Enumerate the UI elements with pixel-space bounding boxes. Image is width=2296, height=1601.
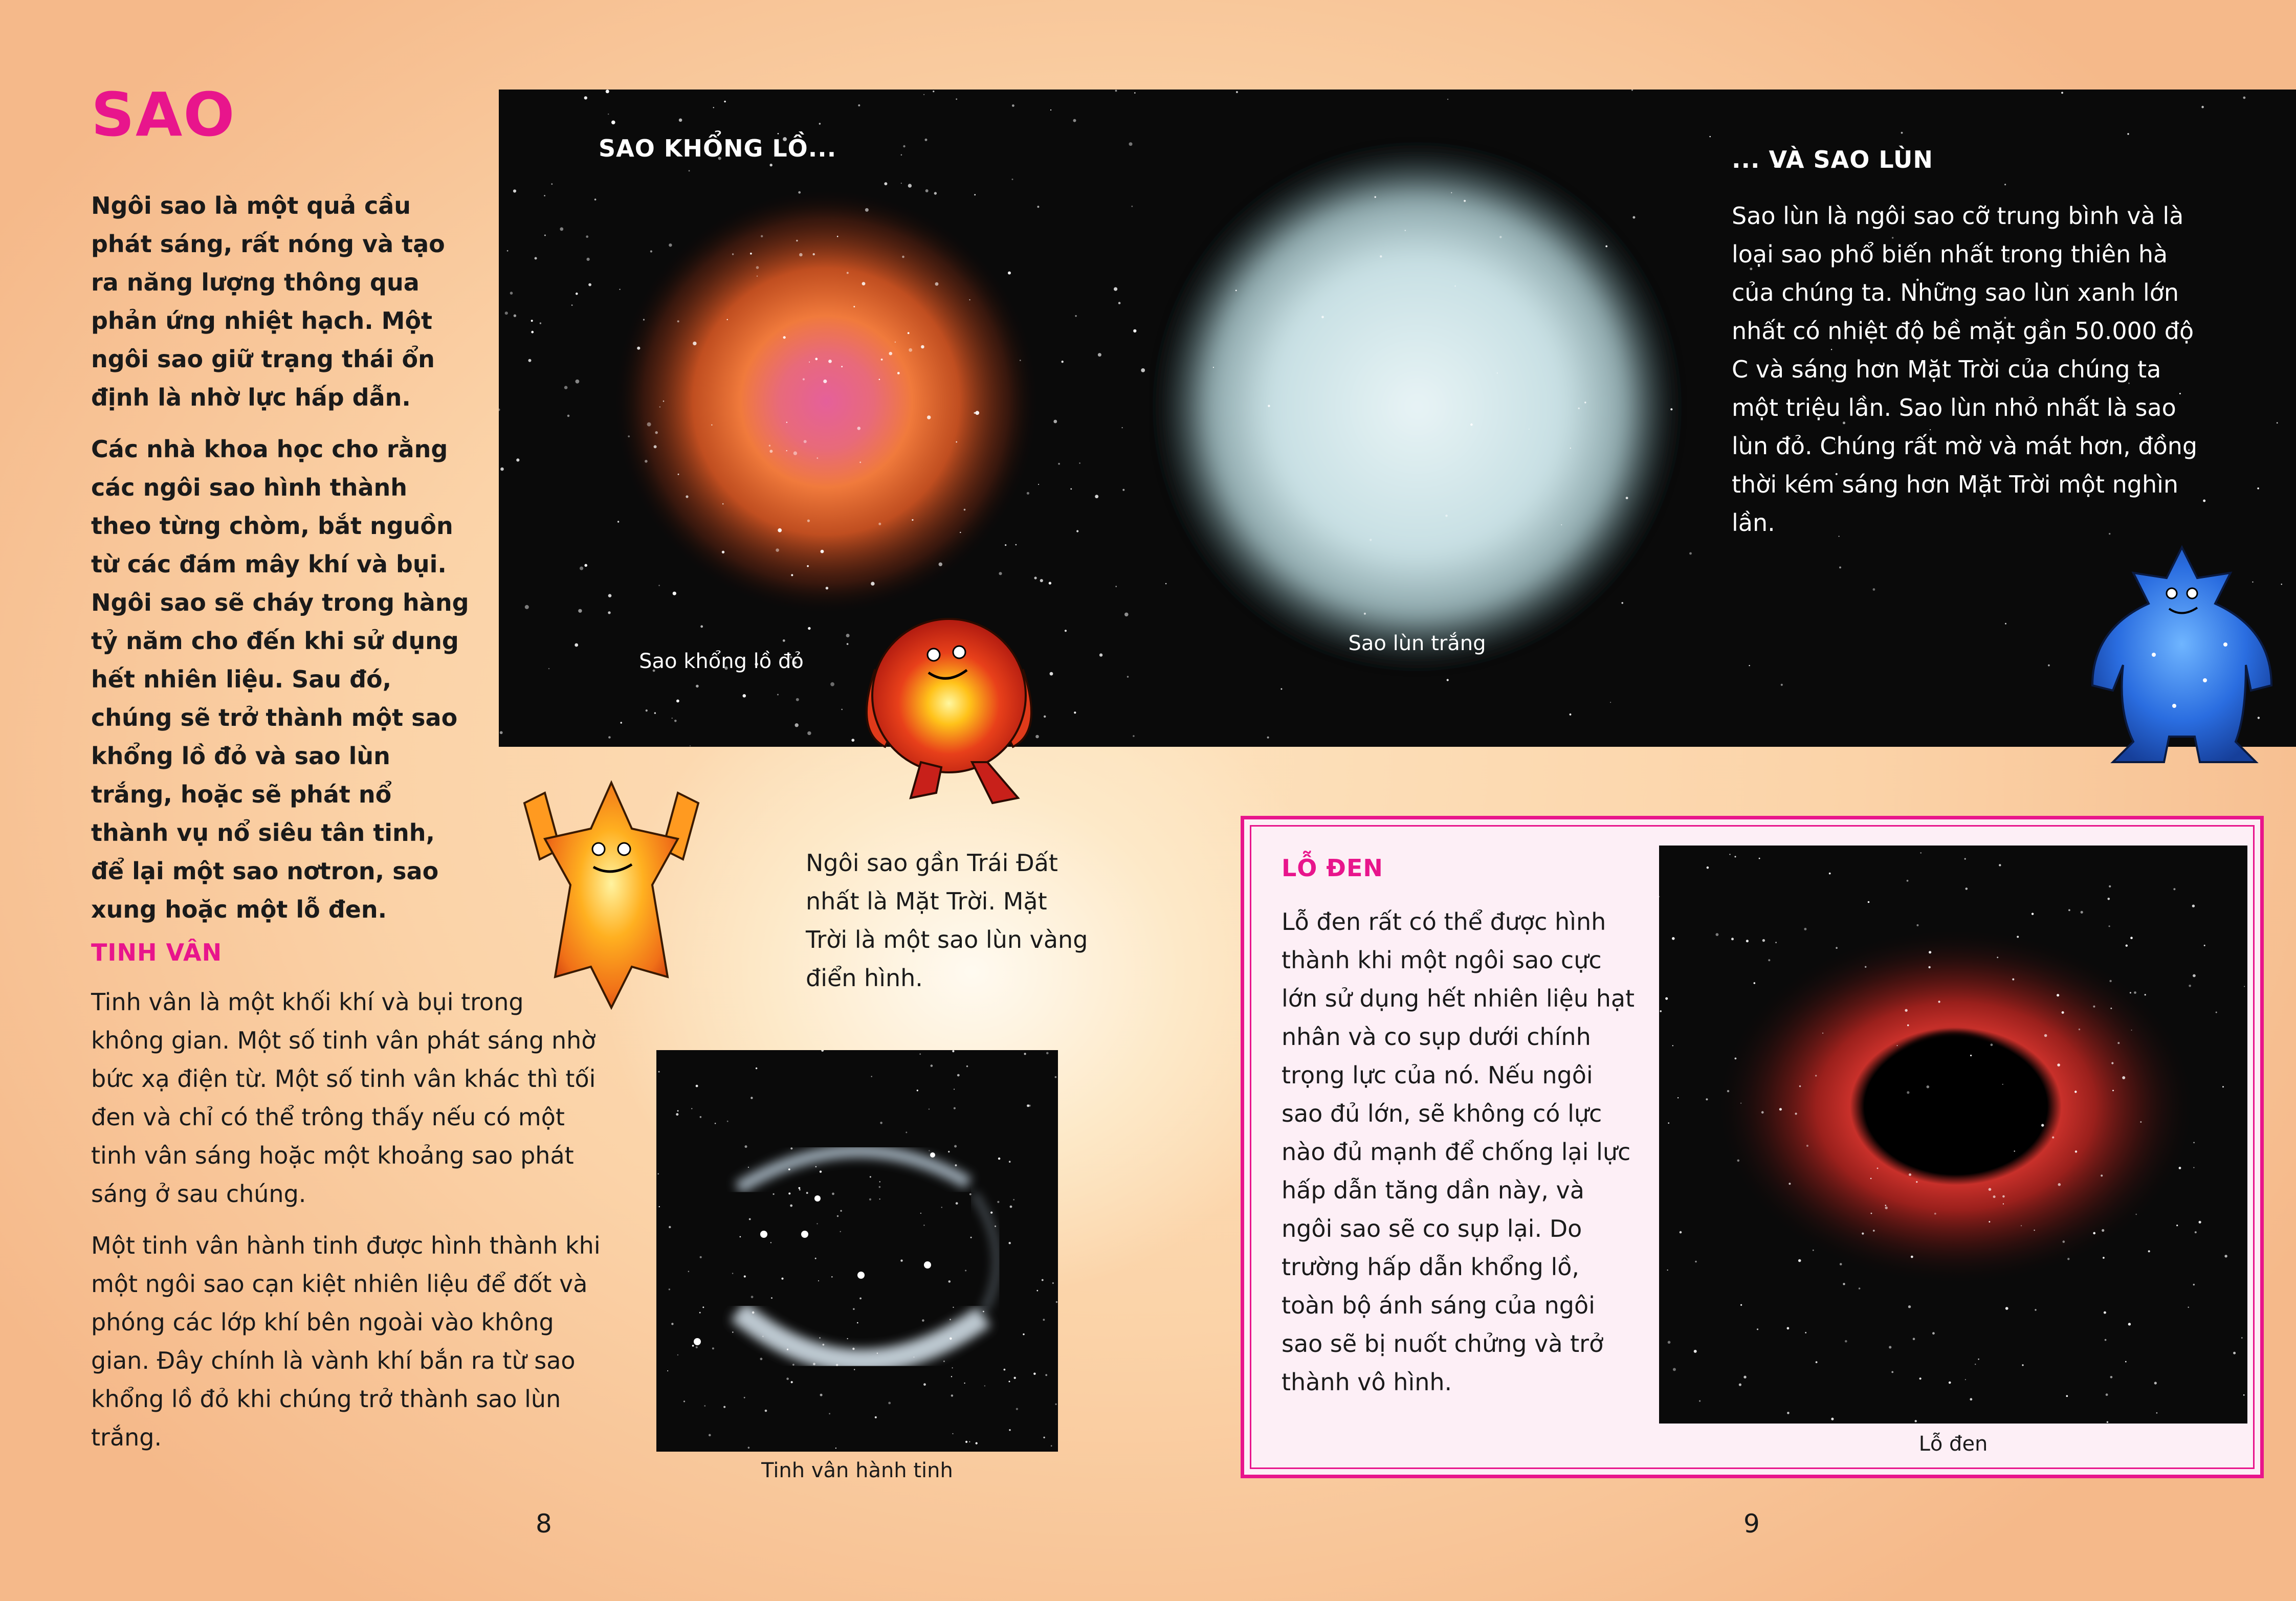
page-number-right: 9 bbox=[1743, 1509, 1760, 1539]
intro-paragraph-2: Các nhà khoa học cho rằng các ngôi sao hình thành theo từng chòm, bắt nguồn từ các đám mây khí và bụi. Ngôi sao sẽ cháy trong hàng tỷ năm cho đến khi sử dụng hết nhiên liệu. Sau đó, chúng sẽ trở thành một sao khổng lồ đỏ và sao lùn trắng, hoặc sẽ phát nổ thành vụ nổ siêu tân tinh, để lại một sao nơtron, sao xung hoặc một lỗ đen. bbox=[91, 435, 469, 923]
black-hole-caption: Lỗ đen bbox=[1918, 1432, 1988, 1456]
nebula-text bbox=[91, 983, 603, 1470]
nebula-paragraph-1: Tinh vân là một khối khí và bụi trong không gian. Một số tinh vân phát sáng nhờ bức xạ điện từ. Một số tinh vân khác thì tối đen và chỉ có thể trông thấy nếu có một tinh vân sáng hoặc một khoảng sao phát sáng ở sau chúng. bbox=[91, 988, 596, 1208]
intro-text bbox=[91, 187, 475, 942]
intro-paragraph-1: Ngôi sao là một quả cầu phát sáng, rất nóng và tạo ra năng lượng thông qua phản ứng nhiệt hạch. Một ngôi sao giữ trạng thái ổn định là nhờ lực hấp dẫn. bbox=[91, 192, 445, 411]
star-character-red bbox=[824, 578, 1069, 808]
black-hole-heading: LỖ ĐEN bbox=[1282, 854, 1383, 882]
dwarf-heading: ... VÀ SAO LÙN bbox=[1732, 146, 1933, 173]
nebula-paragraph-2: Một tinh vân hành tinh được hình thành khi một ngôi sao cạn kiệt nhiên liệu để đốt và phóng các lớp khí bên ngoài vào không gian. Đây chính là vành khí bắn ra từ sao khổng lồ đỏ khi chúng trở thành sao lùn trắng. bbox=[91, 1232, 601, 1451]
black-hole-image bbox=[1659, 846, 2247, 1424]
star-character-blue bbox=[2072, 537, 2292, 772]
dwarf-text: Sao lùn là ngôi sao cỡ trung bình và là loại sao phổ biến nhất trong thiên hà của chúng ta. Những sao lùn xanh lớn nhất có nhiệt độ bề mặt gần 50.000 độ C và sáng hơn Mặt Trời của chúng ta một triệu lần. Sao lùn nhỏ nhất là sao lùn đỏ. Chúng rất mờ và mát hơn, đồng thời kém sáng hơn Mặt Trời một nghìn lần. bbox=[1732, 202, 2198, 537]
page-title: SAO bbox=[91, 79, 236, 150]
giant-heading: SAO KHỔNG LỒ... bbox=[599, 135, 837, 162]
planetary-nebula-image bbox=[656, 1050, 1058, 1452]
giant-caption: Sao khổng lồ đỏ bbox=[639, 650, 804, 673]
nebula-heading: TINH VÂN bbox=[91, 939, 223, 966]
nebula-panel bbox=[656, 1050, 1058, 1452]
star-character-orange bbox=[504, 772, 719, 1013]
dwarf-caption: Sao lùn trắng bbox=[1348, 632, 1486, 655]
page-number-left: 8 bbox=[536, 1509, 552, 1539]
sun-note: Ngôi sao gần Trái Đất nhất là Mặt Trời. Mặt Trời là một sao lùn vàng điển hình. bbox=[806, 849, 1088, 992]
nebula-caption: Tinh vân hành tinh bbox=[761, 1459, 953, 1482]
black-hole-panel bbox=[1659, 846, 2247, 1424]
black-hole-text: Lỗ đen rất có thể được hình thành khi một ngôi sao cực lớn sử dụng hết nhiên liệu hạt nhân và co sụp dưới chính trọng lực của nó. Nếu ngôi sao đủ lớn, sẽ không có lực nào đủ mạnh để chống lại lực hấp dẫn tăng dần này, và ngôi sao sẽ co sụp lại. Do trường hấp dẫn khổng lồ, toàn bộ ánh sáng của ngôi sao sẽ bị nuốt chửng và trở thành vô hình. bbox=[1282, 908, 1635, 1396]
